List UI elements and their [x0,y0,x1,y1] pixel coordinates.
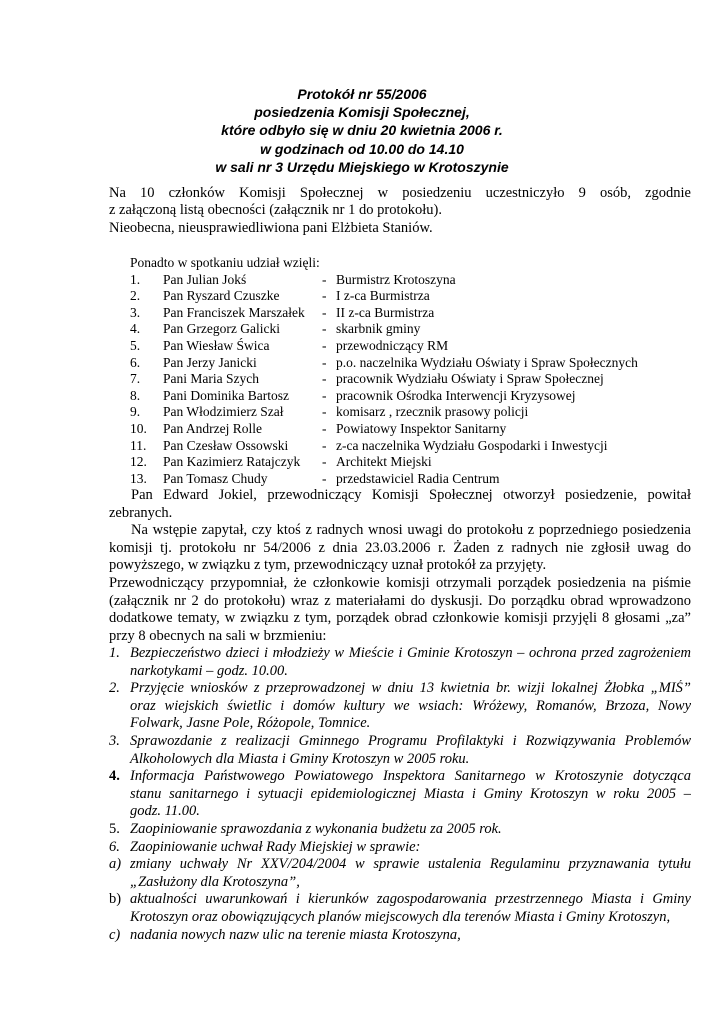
attendee-row [130,304,435,322]
attendee-dash: - [322,454,327,470]
title-line: w godzinach od 10.00 do 14.10 [260,140,464,157]
body-line: dodatkowe tematy, w związku z tym, porządek obrad członkowie komisji przyjęli 8 głosami „za” [109,610,691,627]
attendee-name: Pan Andrzej Rolle [163,420,262,436]
attendee-number: 3. [130,304,141,320]
title-line: które odbyło się w dniu 20 kwietnia 2006 r. [221,122,503,139]
attendee-number: 7. [130,371,141,387]
attendee-name: Pani Maria Szych [163,371,259,387]
attendees-heading: Ponadto w spotkaniu udział wzięli: [130,255,320,270]
agenda-line: narkotykami – godz. 10.00. [130,662,288,679]
agenda-number: 1. [109,645,120,661]
agenda-item [109,680,691,733]
agenda-line: zmiany uchwały Nr XXV/204/2004 w sprawie ustalenia Regulaminu przyznawania tytułu [130,856,691,873]
attendee-number: 13. [130,470,147,486]
attendee-role: z-ca naczelnika Wydziału Gospodarki i Inwestycji [336,437,608,453]
attendee-number: 11. [130,437,147,453]
agenda-line: Alkoholowych dla Miasta i Gminy Krotoszyn w 2005 roku. [130,750,470,767]
attendee-role: pracownik Wydziału Oświaty i Spraw Społecznej [336,371,604,387]
attendee-role: p.o. naczelnika Wydziału Oświaty i Spraw Społecznych [336,354,638,370]
agenda-line: „Zasłużony dla Krotoszyna”, [130,873,300,890]
attendee-number: 12. [130,454,147,470]
attendee-name: Pan Włodzimierz Szał [163,404,284,420]
attendee-row [130,387,576,405]
attendee-dash: - [322,387,327,403]
agenda-item [109,768,691,821]
attendee-row [130,321,421,338]
intro-line: Na 10 członków Komisji Społecznej w posiedzeniu uczestniczyło 9 osób, zgodnie [109,185,691,201]
attendee-role: Burmistrz Krotoszyna [336,271,456,287]
attendee-row [130,454,432,471]
attendee-row [130,271,456,289]
attendee-row [130,470,500,488]
attendee-number: 6. [130,354,141,370]
agenda-line: godz. 11.00. [130,803,200,820]
attendee-number: 4. [130,321,141,337]
attendee-name: Pan Grzegorz Galicki [163,321,280,337]
attendee-role: skarbnik gminy [336,321,421,337]
agenda-line: Zaopiniowanie uchwał Rady Miejskiej w sprawie: [130,838,421,855]
agenda-number: 5. [109,820,120,837]
attendee-dash: - [322,321,327,337]
body-line: (załącznik nr 2 do protokołu) wraz z materiałami do dyskusji. Do porządku obrad wprowadzono [109,592,691,609]
agenda-number: 3. [109,732,120,749]
attendee-dash: - [322,420,327,436]
agenda-line: Przyjęcie wniosków z przeprowadzonej w dniu 13 kwietnia br. wizji lokalnej Żłobka „MIŚ” [130,680,691,697]
attendee-role: I z-ca Burmistrza [336,288,430,304]
agenda-subitem [109,891,691,926]
attendee-name: Pani Dominika Bartosz [163,387,289,403]
agenda-line: Bezpieczeństwo dzieci i młodzieży w Mieście i Gminie Krotoszyn – ochrona przed zagrożeniem [130,645,691,661]
attendee-row [130,404,529,421]
agenda-line: aktualności uwarunkowań i kierunków zagospodarowania przestrzennego Miasta i Gminy [130,891,691,908]
agenda-letter: a) [109,856,122,873]
attendee-dash: - [322,354,327,370]
agenda-letter: b) [109,891,122,908]
agenda-item [109,839,691,857]
agenda-number: 6. [109,838,120,855]
attendee-number: 8. [130,387,141,403]
attendee-row [130,437,608,455]
attendee-number: 9. [130,404,141,420]
intro-paragraph [109,185,691,237]
agenda-item [109,821,691,839]
attendee-role: przewodniczący RM [336,337,449,353]
attendee-name: Pan Julian Jokś [163,271,247,287]
body-line: zebranych. [109,504,173,521]
body-line: Pan Edward Jokiel, przewodniczący Komisji Społecznej otworzył posiedzenie, powitał [131,487,691,503]
body-line: Na wstępie zapytał, czy ktoś z radnych wnosi uwagi do protokołu z poprzedniego posiedzenia [131,522,691,539]
attendee-role: pracownik Ośrodka Interwencji Kryzysowej [336,387,576,403]
agenda-letter: c) [109,926,121,943]
title-line: w sali nr 3 Urzędu Miejskiego w Krotoszynie [215,158,509,175]
attendee-row [130,371,604,388]
agenda-line: Krotoszyn oraz obowiązujących planów miejscowych dla terenów Miasta i Gminy Krotoszyn, [130,908,671,925]
attendee-name: Pan Tomasz Chudy [163,470,268,486]
attendee-row [130,288,430,305]
attendee-dash: - [322,404,327,420]
attendee-row [130,420,507,438]
agenda-subitem [109,927,691,945]
attendee-name: Pan Jerzy Janicki [163,354,257,370]
attendee-number: 2. [130,288,141,304]
agenda-item [109,733,691,768]
attendee-name: Pan Kazimierz Ratajczyk [163,454,301,470]
attendee-name: Pan Ryszard Czuszke [163,288,280,304]
body-line: powyższego, w związku z tym, przewodniczący uznał protokół za przyjęty. [109,557,547,574]
attendee-role: Architekt Miejski [336,454,432,470]
agenda-line: stanu sanitarnego i sytuacji epidemiologicznej Miasta i Gminy Krotoszyn w roku 2005 – [130,785,691,802]
opening-paragraph [109,487,691,645]
agenda-number: 4. [109,768,120,785]
attendee-row [130,354,638,372]
attendees-list [130,255,638,487]
attendee-dash: - [322,337,327,353]
attendee-number: 1. [130,271,141,287]
intro-line: Nieobecna, nieusprawiedliwiona pani Elżbieta Staniów. [109,219,433,236]
attendee-number: 10. [130,420,147,436]
attendee-dash: - [322,288,327,304]
agenda-line: Sprawozdanie z realizacji Gminnego Programu Profilaktyki i Rozwiązywania Problemów [130,732,691,749]
agenda-line: Informacja Państwowego Powiatowego Inspektora Sanitarnego w Krotoszynie dotycząca [130,768,691,785]
attendee-dash: - [322,437,327,453]
agenda-subitem [109,856,691,891]
title-line: posiedzenia Komisji Społecznej, [254,104,470,121]
attendee-role: Powiatowy Inspektor Sanitarny [336,420,507,436]
attendee-row [130,337,449,355]
agenda-item [109,645,691,680]
attendee-role: przedstawiciel Radia Centrum [336,470,500,486]
attendee-role: II z-ca Burmistrza [336,304,435,320]
attendee-number: 5. [130,337,141,353]
body-line: komisji tj. protokołu nr 54/2006 z dnia 23.03.2006 r. Żaden z radnych nie zgłosił uwag do [109,539,691,556]
agenda-line: Zaopiniowanie sprawozdania z wykonania budżetu za 2005 rok. [130,820,502,837]
agenda-list [109,645,691,944]
attendee-dash: - [322,271,327,287]
attendee-name: Pan Wiesław Świca [163,337,270,353]
agenda-line: Folwark, Jasne Pole, Różopole, Tomnice. [130,715,371,732]
attendee-name: Pan Czesław Ossowski [163,437,289,453]
attendee-dash: - [322,371,327,387]
attendee-role: komisarz , rzecznik prasowy policji [336,404,529,420]
attendee-name: Pan Franciszek Marszałek [163,304,305,320]
body-line: Przewodniczący przypomniał, że członkowie komisji otrzymali porządek posiedzenia na piśmie [109,574,691,591]
attendee-dash: - [322,470,327,486]
intro-line: z załączoną listą obecności (załącznik nr 1 do protokołu). [109,202,442,219]
title-line: Protokół nr 55/2006 [297,86,427,102]
document-title [0,85,724,176]
agenda-line: oraz wiejskich świetlic i domów kultury we wsiach: Wróżewy, Romanów, Brzoza, Nowy [130,697,691,714]
attendee-dash: - [322,304,327,320]
body-line: przy 8 obecnych na sali w brzmieniu: [109,627,327,644]
agenda-line: nadania nowych nazw ulic na terenie miasta Krotoszyna, [130,926,461,943]
agenda-number: 2. [109,680,120,697]
